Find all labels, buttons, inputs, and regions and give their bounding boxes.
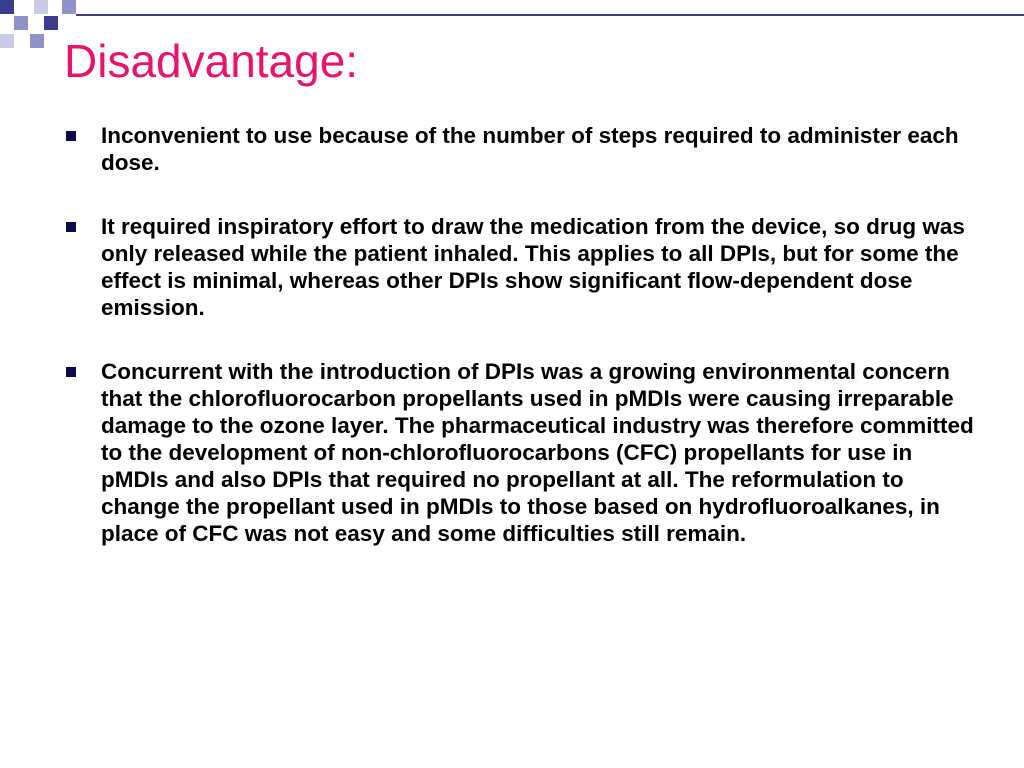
bullet-text: Concurrent with the introduction of DPIs was a growing environmental concern that the chlorofluorocarbon propellants used in pMDIs were causing irreparable damage to the ozone layer. The pharmaceutical industry was therefore committed to the development of non-chlorofluorocarbons (CFC) propellants for use in pMDIs and also DPIs that required no propellant at all. The reformulation to change the propellant used in pMDIs to those based on hydrofluoroalkanes, in place of CFC was not easy and some difficulties still remain.: [101, 359, 974, 546]
bullet-text: It required inspiratory effort to draw the medication from the device, so drug was only released while the patient inhaled. This applies to all DPIs, but for some the effect is minimal, whereas other DPIs show significant flow-dependent dose emission.: [101, 214, 965, 320]
corner-square-decoration: [30, 34, 44, 48]
corner-square-decoration: [14, 16, 28, 30]
bullet-text: Inconvenient to use because of the number of steps required to administer each dose.: [101, 123, 959, 175]
corner-square-decoration: [34, 0, 48, 14]
corner-square-decoration: [44, 16, 58, 30]
bullet-item: [64, 122, 974, 176]
corner-square-decoration: [62, 0, 76, 14]
corner-square-decoration: [0, 34, 14, 48]
square-bullet-icon: [66, 131, 76, 141]
slide-title: Disadvantage:: [64, 35, 359, 87]
bullet-item: [64, 358, 974, 547]
header-rule: [76, 14, 1024, 16]
corner-square-decoration: [0, 0, 14, 14]
bullet-item: [64, 213, 974, 321]
square-bullet-icon: [66, 222, 76, 232]
bullet-list: [64, 122, 974, 584]
square-bullet-icon: [66, 367, 76, 377]
